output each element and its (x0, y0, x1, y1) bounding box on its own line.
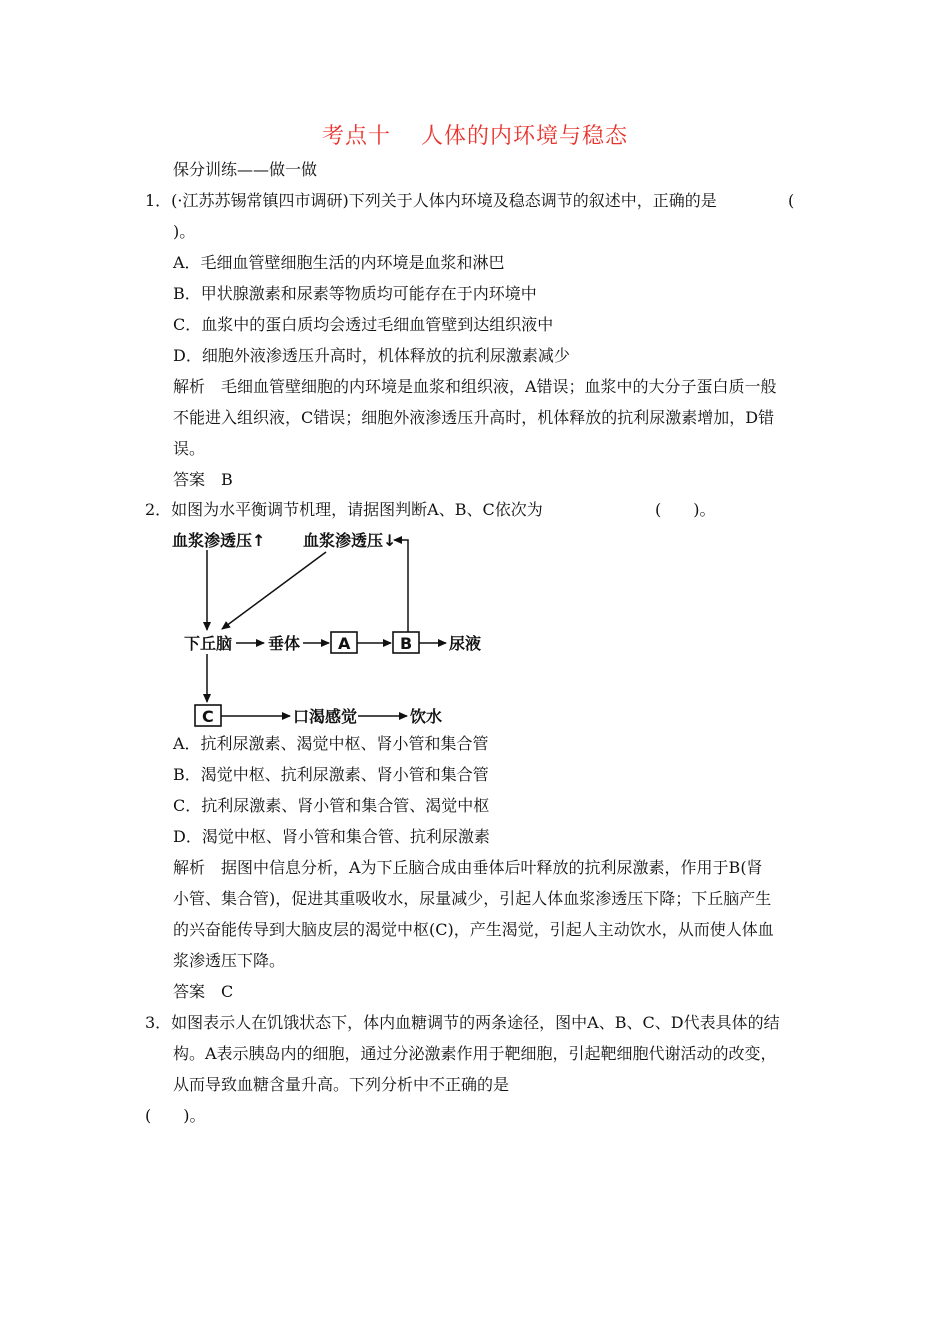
node-urine: 尿液 (449, 634, 482, 653)
q1-option-d: D．细胞外液渗透压升高时，机体释放的抗利尿激素减少 (173, 346, 570, 365)
node-hypothalamus: 下丘脑 (184, 634, 233, 653)
q1-analysis-line: 误。 (173, 439, 206, 458)
node-pituitary: 垂体 (268, 634, 301, 653)
q2-option-d: D．渴觉中枢、肾小管和集合管、抗利尿激素 (173, 827, 490, 846)
q2-analysis-line: 小管、集合管)，促进其重吸收水，尿量减少，引起人体血浆渗透压下降；下丘脑产生 (173, 889, 772, 908)
q1-stem: 1．(·江苏苏锡常镇四市调研)下列关于人体内环境及稳态调节的叙述中，正确的是 (145, 191, 717, 210)
q1-analysis-line: 解析 毛细血管壁细胞的内环境是血浆和组织液，A错误；血浆中的大分子蛋白质一般 (173, 377, 777, 396)
node-plasma-osmotic-down: 血浆渗透压↓ (303, 531, 397, 550)
section-heading: 保分训练——做一做 (173, 160, 318, 179)
node-thirst: 口渴感觉 (293, 707, 358, 726)
q3-stem-line: 构。A表示胰岛内的细胞，通过分泌激素作用于靶细胞，引起靶细胞代谢活动的改变， (173, 1044, 777, 1063)
q1-option-a: A．毛细血管壁细胞生活的内环境是血浆和淋巴 (173, 253, 505, 272)
title-subject: 人体的内环境与稳态 (421, 124, 629, 149)
arrow-b-to-plasma-down (394, 540, 408, 632)
q2-bracket: ( )。 (655, 500, 716, 519)
q2-option-c: C．抗利尿激素、肾小管和集合管、渴觉中枢 (173, 796, 490, 815)
node-plasma-osmotic-up: 血浆渗透压↑ (172, 531, 266, 550)
arrow-plasma-down-to-hypothalamus (222, 552, 326, 629)
q2-option-a: A．抗利尿激素、渴觉中枢、肾小管和集合管 (173, 734, 489, 753)
q1-option-b: B．甲状腺激素和尿素等物质均可能存在于内环境中 (173, 284, 537, 303)
q1-option-c: C．血浆中的蛋白质均会透过毛细血管壁到达组织液中 (173, 315, 554, 334)
q3-bracket: ( )。 (145, 1106, 206, 1125)
box-c-label: C (202, 707, 214, 726)
q2-option-b: B．渴觉中枢、抗利尿激素、肾小管和集合管 (173, 765, 489, 784)
q2-analysis-line: 浆渗透压下降。 (173, 951, 286, 970)
q2-answer: 答案 C (173, 982, 234, 1001)
q3-stem-line: 从而导致血糖含量升高。下列分析中不正确的是 (173, 1075, 510, 1094)
node-drink-water: 饮水 (410, 707, 443, 726)
q1-analysis-line: 不能进入组织液，C错误；细胞外液渗透压升高时，机体释放的抗利尿激素增加，D错 (173, 408, 775, 427)
q2-analysis-line: 解析 据图中信息分析，A为下丘脑合成由垂体后叶释放的抗利尿激素，作用于B(肾 (173, 858, 763, 877)
box-a-label: A (338, 634, 351, 653)
title-topic: 考点十 (321, 124, 391, 149)
q1-answer: 答案 B (173, 470, 233, 489)
q2-stem: 2．如图为水平衡调节机理，请据图判断A、B、C依次为 (145, 500, 543, 519)
q1-bracket-open: ( (788, 191, 795, 210)
q2-analysis-line: 的兴奋能传导到大脑皮层的渴觉中枢(C)，产生渴觉，引起人主动饮水，从而使人体血 (173, 920, 774, 939)
q3-stem-line: 3．如图表示人在饥饿状态下，体内血糖调节的两条途径，图中A、B、C、D代表具体的结 (145, 1013, 780, 1032)
q1-bracket-close: )。 (173, 222, 196, 241)
box-b-label: B (400, 634, 413, 653)
